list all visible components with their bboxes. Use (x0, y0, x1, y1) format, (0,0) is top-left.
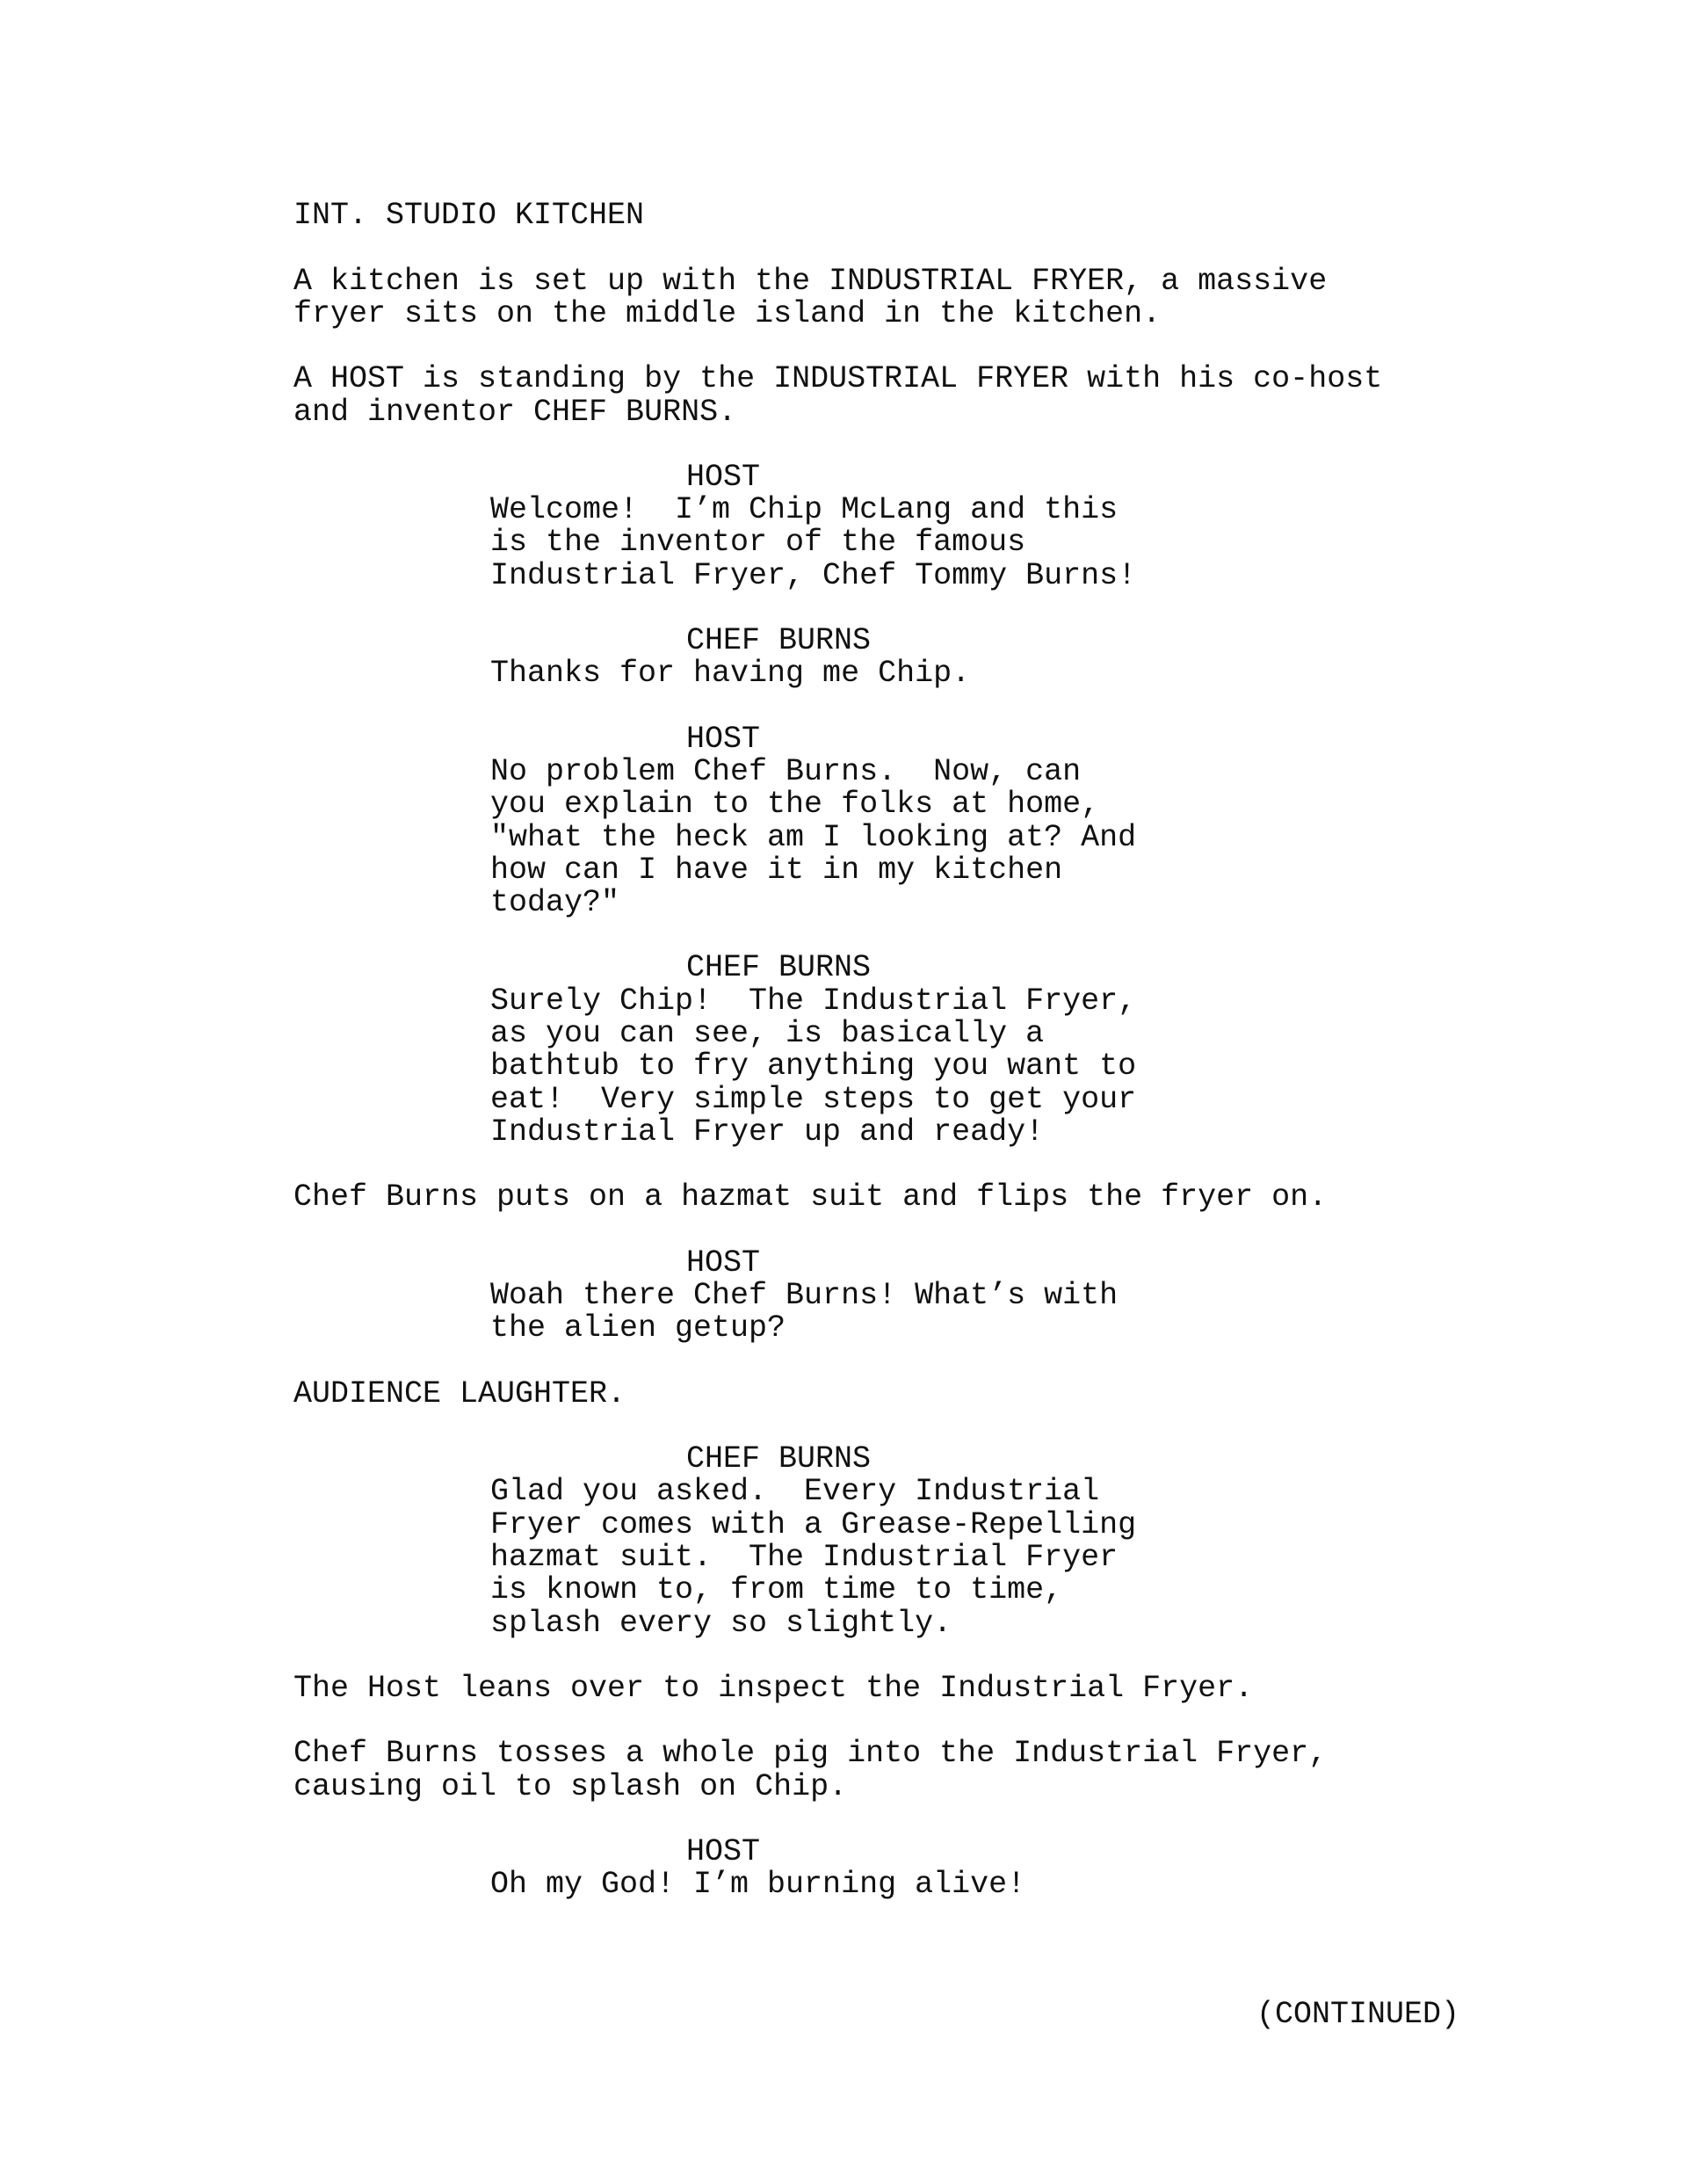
action-line: A kitchen is set up with the INDUSTRIAL FRYER, a massive (293, 264, 1328, 299)
character-name: HOST (686, 722, 761, 757)
dialogue-line: hazmat suit. The Industrial Fryer (490, 1540, 1119, 1575)
dialogue-line: you explain to the folks at home, (490, 787, 1100, 822)
action-line: causing oil to splash on Chip. (293, 1769, 848, 1804)
dialogue-line: No problem Chef Burns. Now, can (490, 754, 1082, 789)
action-line: The Host leans over to inspect the Industrial Fryer. (293, 1671, 1254, 1706)
dialogue-line: splash every so slightly. (490, 1606, 952, 1641)
character-name: HOST (686, 1245, 761, 1281)
character-name: CHEF BURNS (686, 623, 872, 658)
continued-marker: (CONTINUED) (1256, 1997, 1460, 2032)
character-name: CHEF BURNS (686, 950, 872, 985)
dialogue-line: Fryer comes with a Grease-Repelling (490, 1507, 1137, 1542)
character-name: HOST (686, 1834, 761, 1869)
dialogue-line: today?" (490, 885, 620, 920)
dialogue-line: Industrial Fryer, Chef Tommy Burns! (490, 558, 1137, 593)
character-name: CHEF BURNS (686, 1441, 872, 1477)
dialogue-line: Glad you asked. Every Industrial (490, 1474, 1100, 1509)
dialogue-line: bathtub to fry anything you want to (490, 1048, 1137, 1084)
dialogue-line: "what the heck am I looking at? And (490, 820, 1137, 855)
action-line: fryer sits on the middle island in the kitchen. (293, 296, 1162, 331)
dialogue-line: Industrial Fryer up and ready! (490, 1114, 1045, 1150)
dialogue-line: the alien getup? (490, 1310, 786, 1346)
action-line: Chef Burns tosses a whole pig into the Industrial Fryer, (293, 1736, 1328, 1771)
action-line: AUDIENCE LAUGHTER. (293, 1376, 626, 1411)
dialogue-line: how can I have it in my kitchen (490, 853, 1063, 888)
dialogue-line: is known to, from time to time, (490, 1572, 1063, 1607)
dialogue-line: is the inventor of the famous (490, 525, 1026, 560)
character-name: HOST (686, 460, 761, 495)
dialogue-line: Surely Chip! The Industrial Fryer, (490, 983, 1137, 1019)
dialogue-line: eat! Very simple steps to get your (490, 1082, 1137, 1117)
dialogue-line: as you can see, is basically a (490, 1016, 1045, 1051)
action-line: A HOST is standing by the INDUSTRIAL FRYER with his co-host (293, 361, 1383, 396)
dialogue-line: Woah there Chef Burns! What’s with (490, 1278, 1119, 1313)
scene-heading: INT. STUDIO KITCHEN (293, 198, 645, 233)
dialogue-line: Thanks for having me Chip. (490, 656, 971, 691)
action-line: and inventor CHEF BURNS. (293, 395, 737, 430)
dialogue-line: Oh my God! I’m burning alive! (490, 1867, 1026, 1902)
action-line: Chef Burns puts on a hazmat suit and flips the fryer on. (293, 1179, 1328, 1215)
dialogue-line: Welcome! I’m Chip McLang and this (490, 492, 1119, 527)
